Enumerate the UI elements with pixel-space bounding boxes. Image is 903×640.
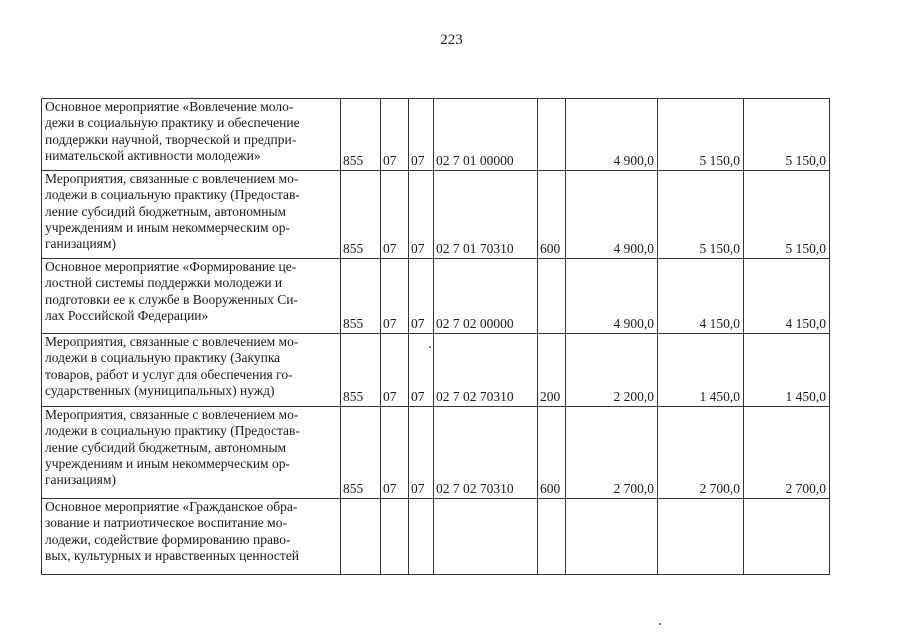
grbs-cell: 855: [341, 259, 381, 334]
amount-year3-cell: 2 700,0: [744, 407, 830, 499]
name-line: лодежи в социальную практику (Предостав-: [45, 187, 300, 203]
target-article-cell: 02 7 02 70310: [434, 334, 538, 407]
target-article-cell: 02 7 01 70310: [434, 171, 538, 259]
name-line: учреждениям и иным некоммерческим ор-: [45, 455, 290, 471]
row-name-cell: [42, 171, 341, 259]
name-line: лодежи, содействие формированию право-: [45, 531, 291, 547]
name-line: лостной системы поддержки молодежи и: [45, 275, 283, 291]
name-line: ление субсидий бюджетным, автономным: [45, 439, 287, 455]
name-line: подготовки ее к службе в Вооруженных Си-: [45, 291, 298, 307]
grbs-cell: 855: [341, 334, 381, 407]
table-row: [42, 171, 830, 259]
name-line: Мероприятия, связанные с вовлечением мо-: [45, 171, 299, 186]
grbs-cell: 855: [341, 171, 381, 259]
name-line: ление субсидий бюджетным, автономным: [45, 203, 287, 219]
expense-type-cell: 600: [538, 407, 566, 499]
name-line: вых, культурных и нравственных ценностей: [45, 547, 300, 563]
name-line: ганизациям): [45, 236, 117, 252]
name-line: лодежи в социальную практику (Закупка: [45, 350, 281, 366]
subsection-cell: 07: [409, 99, 434, 171]
row-name-cell: [42, 499, 341, 575]
row-name-cell: [42, 334, 341, 407]
amount-year1-cell: 4 900,0: [566, 259, 658, 334]
target-article-cell: 02 7 02 70310: [434, 407, 538, 499]
expense-type-cell: [538, 99, 566, 171]
section-cell: 07: [381, 334, 409, 407]
target-article-cell: 02 7 02 00000: [434, 259, 538, 334]
amount-year1-cell: 4 900,0: [566, 171, 658, 259]
name-line: Основное мероприятие «Вовлечение моло-: [45, 99, 294, 114]
amount-year3-cell: 1 450,0: [744, 334, 830, 407]
scan-speck: [429, 346, 431, 348]
amount-year2-cell: 1 450,0: [658, 334, 744, 407]
name-line: учреждениям и иным некоммерческим ор-: [45, 219, 290, 235]
row-name-cell: [42, 407, 341, 499]
amount-year1-cell: [566, 499, 658, 575]
section-cell: 07: [381, 259, 409, 334]
subsection-cell: 07: [409, 334, 434, 407]
subsection-cell: 07: [409, 171, 434, 259]
name-line: Мероприятия, связанные с вовлечением мо-: [45, 334, 299, 349]
name-line: Основное мероприятие «Формирование це-: [45, 259, 297, 274]
amount-year1-cell: 2 200,0: [566, 334, 658, 407]
table-row: [42, 407, 830, 499]
expense-type-cell: [538, 499, 566, 575]
table-row: [42, 499, 830, 575]
target-article-cell: [434, 499, 538, 575]
name-line: ганизациям): [45, 472, 117, 488]
grbs-cell: [341, 499, 381, 575]
section-cell: 07: [381, 99, 409, 171]
section-cell: [381, 499, 409, 575]
section-cell: 07: [381, 171, 409, 259]
budget-table: [41, 98, 830, 575]
amount-year2-cell: 4 150,0: [658, 259, 744, 334]
amount-year2-cell: [658, 499, 744, 575]
table-row: [42, 259, 830, 334]
expense-type-cell: 200: [538, 334, 566, 407]
amount-year3-cell: 5 150,0: [744, 171, 830, 259]
name-line: товаров, работ и услуг для обеспечения го-: [45, 366, 293, 382]
expense-type-cell: 600: [538, 171, 566, 259]
row-name-cell: [42, 259, 341, 334]
page-number: 223: [440, 32, 463, 48]
amount-year1-cell: 2 700,0: [566, 407, 658, 499]
name-line: Мероприятия, связанные с вовлечением мо-: [45, 407, 299, 422]
amount-year2-cell: 2 700,0: [658, 407, 744, 499]
target-article-cell: 02 7 01 00000: [434, 99, 538, 171]
name-line: лах Российской Федерации»: [45, 307, 209, 323]
name-line: лодежи в социальную практику (Предостав-: [45, 423, 300, 439]
grbs-cell: 855: [341, 407, 381, 499]
name-line: поддержки научной, творческой и предпри-: [45, 131, 297, 147]
table-row: [42, 334, 830, 407]
amount-year3-cell: 5 150,0: [744, 99, 830, 171]
row-name-cell: [42, 99, 341, 171]
grbs-cell: 855: [341, 99, 381, 171]
amount-year2-cell: 5 150,0: [658, 171, 744, 259]
name-line: Основное мероприятие «Гражданское обра-: [45, 499, 298, 514]
name-line: зование и патриотическое воспитание мо-: [45, 515, 287, 531]
section-cell: 07: [381, 407, 409, 499]
name-line: сударственных (муниципальных) нужд): [45, 382, 275, 398]
expense-type-cell: [538, 259, 566, 334]
name-line: нимательской активности молодежи»: [45, 147, 261, 163]
amount-year3-cell: [744, 499, 830, 575]
amount-year1-cell: 4 900,0: [566, 99, 658, 171]
amount-year2-cell: 5 150,0: [658, 99, 744, 171]
table-row: [42, 99, 830, 171]
scan-speck: [659, 623, 661, 625]
amount-year3-cell: 4 150,0: [744, 259, 830, 334]
name-line: дежи в социальную практику и обеспечение: [45, 115, 300, 131]
subsection-cell: [409, 499, 434, 575]
subsection-cell: 07: [409, 259, 434, 334]
subsection-cell: 07: [409, 407, 434, 499]
